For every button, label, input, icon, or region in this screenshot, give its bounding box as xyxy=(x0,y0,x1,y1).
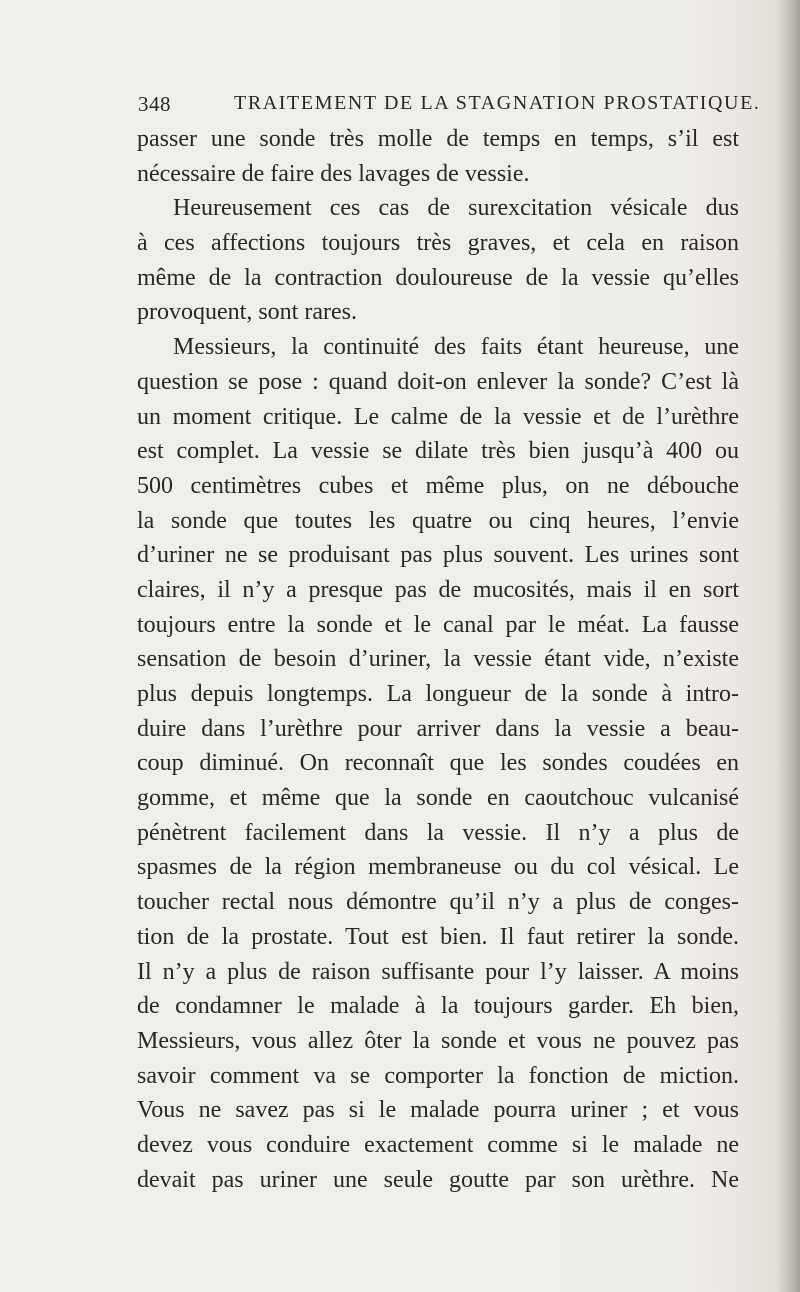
text-line: spasmes de la région membraneuse ou du col vésical. Le xyxy=(137,854,739,881)
text-line: d’uriner ne se produisant pas plus souvent. Les urines sont xyxy=(137,542,739,569)
text-line: nécessaire de faire des lavages de vessie. xyxy=(137,160,530,187)
text-line: gomme, et même que la sonde en caoutchouc vulcanisé xyxy=(137,785,739,812)
text-line: toucher rectal nous démontre qu’il n’y a plus de conges- xyxy=(137,889,739,916)
running-title: TRAITEMENT DE LA STAGNATION PROSTATIQUE. xyxy=(234,92,761,114)
text-line: Messieurs, la continuité des faits étant heureuse, une xyxy=(173,334,739,361)
text-line: Heureusement ces cas de surexcitation vésicale dus xyxy=(173,195,739,222)
running-header xyxy=(138,86,761,116)
page-number: 348 xyxy=(138,92,171,116)
text-line: de condamner le malade à la toujours garder. Eh bien, xyxy=(137,993,739,1020)
text-line: provoquent, sont rares. xyxy=(137,299,357,326)
text-line: sensation de besoin d’uriner, la vessie étant vide, n’existe xyxy=(137,646,739,673)
text-line: claires, il n’y a presque pas de mucosités, mais il en sort xyxy=(137,576,739,603)
page-edge-shadow xyxy=(776,0,800,1292)
body-text xyxy=(137,122,739,1197)
text-line: savoir comment va se comporter la fonction de miction. xyxy=(137,1062,739,1089)
text-line: Messieurs, vous allez ôter la sonde et vous ne pouvez pas xyxy=(137,1027,739,1054)
text-line: un moment critique. Le calme de la vessie et de l’urèthre xyxy=(137,403,739,430)
text-line: pénètrent facilement dans la vessie. Il n’y a plus de xyxy=(137,819,739,846)
text-line: même de la contraction douloureuse de la vessie qu’elles xyxy=(137,264,739,291)
text-line: à ces affections toujours très graves, et cela en raison xyxy=(137,230,739,257)
text-line: passer une sonde très molle de temps en temps, s’il est xyxy=(137,126,739,152)
text-line: Il n’y a plus de raison suffisante pour l’y laisser. A moins xyxy=(137,958,739,985)
text-line: devez vous conduire exactement comme si le malade ne xyxy=(137,1131,739,1158)
text-line: devait pas uriner une seule goutte par son urèthre. Ne xyxy=(137,1166,739,1193)
text-line: tion de la prostate. Tout est bien. Il faut retirer la sonde. xyxy=(137,923,739,950)
text-line: Vous ne savez pas si le malade pourra uriner ; et vous xyxy=(137,1097,739,1124)
text-line: question se pose : quand doit-on enlever la sonde? C’est là xyxy=(137,368,739,395)
text-line: est complet. La vessie se dilate très bien jusqu’à 400 ou xyxy=(137,438,739,465)
text-line: toujours entre la sonde et le canal par le méat. La fausse xyxy=(137,611,739,638)
text-line: duire dans l’urèthre pour arriver dans la vessie a beau- xyxy=(137,715,739,742)
text-line: plus depuis longtemps. La longueur de la sonde à intro- xyxy=(137,681,739,707)
text-line: la sonde que toutes les quatre ou cinq heures, l’envie xyxy=(137,507,739,534)
text-line: coup diminué. On reconnaît que les sondes coudées en xyxy=(137,750,739,777)
text-line: 500 centimètres cubes et même plus, on ne débouche xyxy=(137,472,739,499)
